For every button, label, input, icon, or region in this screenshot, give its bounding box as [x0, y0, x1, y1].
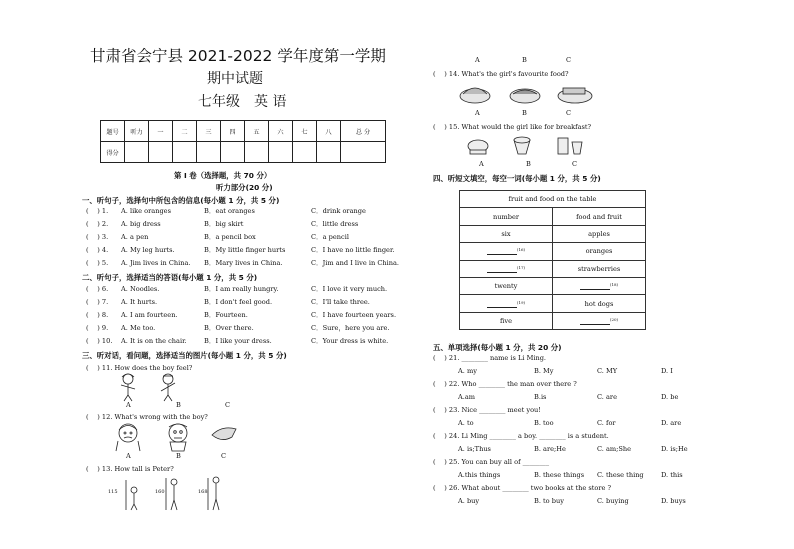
table-row: [460, 191, 646, 208]
table-cell: number: [460, 208, 553, 225]
doc-title: 甘肃省会宁县 2021-2022 学年度第一学期: [90, 47, 386, 65]
table-cell[interactable]: [460, 260, 553, 277]
table-row: [460, 208, 646, 225]
option-label[interactable]: B: [522, 56, 527, 64]
question-stem[interactable]: ( ) 26. What about ________ two books at the store ?: [433, 484, 612, 492]
option-c[interactable]: C．I have no little finger.: [311, 246, 395, 254]
option-a[interactable]: A. like oranges: [121, 207, 171, 215]
score-cell: 六: [269, 121, 293, 142]
option-a[interactable]: A. my: [458, 367, 477, 375]
option-c[interactable]: C. am;She: [597, 445, 632, 453]
section4-title: 四、听短文填空，每空一词(每小题 1 分，共 5 分): [433, 174, 601, 183]
score-cell[interactable]: [245, 142, 269, 163]
option-label[interactable]: C: [566, 109, 572, 117]
score-cell: 四: [221, 121, 245, 142]
blank-number: (18): [609, 282, 619, 288]
favourite-food-pictures: [455, 80, 605, 108]
doc-subtitle: 期中试题: [207, 71, 263, 87]
boy-feeling-pictures: [118, 373, 218, 401]
question-number[interactable]: ( ) 6.: [86, 285, 109, 293]
table-cell: hot dogs: [553, 295, 646, 312]
question-stem[interactable]: ( ) 24. Li Ming ________ a boy. ________ is a student.: [433, 432, 609, 440]
question-number[interactable]: ( ) 8.: [86, 311, 109, 319]
option-b[interactable]: B．big skirt: [204, 220, 244, 228]
question-number[interactable]: ( ) 5.: [86, 259, 109, 267]
table-cell: twenty: [460, 277, 553, 294]
option-b[interactable]: B. these things: [534, 471, 585, 479]
blank-number: (19): [516, 299, 526, 305]
question-13[interactable]: ( ) 13. How tall is Peter?: [86, 465, 174, 473]
score-cell[interactable]: [149, 142, 173, 163]
question-stem[interactable]: ( ) 23. Nice ________ meet you!: [433, 406, 541, 414]
option-d[interactable]: D. be: [661, 393, 679, 401]
option-a[interactable]: A. My leg hurts.: [121, 246, 175, 254]
option-b[interactable]: B. too: [534, 419, 554, 427]
part1-title: 第 I 卷（选择题，共 70 分）: [174, 171, 272, 180]
option-a[interactable]: A. I am fourteen.: [121, 311, 178, 319]
question-11[interactable]: ( ) 11. How does the boy feel?: [86, 364, 193, 372]
option-label[interactable]: C: [572, 160, 578, 168]
section1-title: 一、听句子，选择句中所包含的信息(每小题 1 分，共 5 分): [82, 196, 280, 205]
option-c[interactable]: C. are: [597, 393, 617, 401]
question-15[interactable]: ( ) 15. What would the girl like for breakfast?: [433, 123, 592, 131]
score-table-header-row: [101, 121, 386, 142]
question-number[interactable]: ( ) 9.: [86, 324, 109, 332]
answer-blank[interactable]: [580, 282, 610, 290]
option-a[interactable]: A. buy: [458, 497, 480, 505]
option-a[interactable]: A. It hurts.: [121, 298, 158, 306]
score-cell: 八: [317, 121, 341, 142]
score-cell[interactable]: [125, 142, 149, 163]
option-b[interactable]: B．My little finger hurts: [204, 246, 286, 254]
section2-title: 二、听句子，选择适当的答语(每小题 1 分，共 5 分): [82, 273, 258, 282]
table-cell[interactable]: [553, 277, 646, 294]
table-cell[interactable]: [460, 295, 553, 312]
option-b[interactable]: B．Fourteen.: [204, 311, 248, 319]
question-12[interactable]: ( ) 12. What's wrong with the boy?: [86, 413, 208, 421]
picture-b: [169, 424, 187, 451]
score-cell: 听力: [125, 121, 149, 142]
option-label[interactable]: A: [479, 160, 484, 168]
question-number[interactable]: ( ) 7.: [86, 298, 109, 306]
table-cell: apples: [553, 225, 646, 242]
option-d[interactable]: D. buys: [661, 497, 686, 505]
option-b[interactable]: B．eat oranges: [204, 207, 255, 215]
score-cell[interactable]: [173, 142, 197, 163]
question-14[interactable]: ( ) 14. What's the girl's favourite food?: [433, 70, 569, 78]
option-c[interactable]: C．Your dress is white.: [311, 337, 389, 345]
score-cell: 得分: [101, 142, 125, 163]
option-d[interactable]: D. is;He: [661, 445, 688, 453]
option-label[interactable]: C: [566, 56, 572, 64]
option-b[interactable]: B．Mary lives in China.: [204, 259, 283, 267]
option-c[interactable]: C．I'll take three.: [311, 298, 370, 306]
option-b[interactable]: B. are;He: [534, 445, 566, 453]
option-b[interactable]: B．I like your dress.: [204, 337, 272, 345]
score-table-score-row: [101, 142, 386, 163]
option-b[interactable]: B. to buy: [534, 497, 564, 505]
option-c[interactable]: C. for: [597, 419, 616, 427]
score-cell: 一: [149, 121, 173, 142]
blank-number: (16): [516, 247, 526, 253]
table-row: [460, 312, 646, 329]
score-table: [100, 120, 386, 163]
option-label[interactable]: B: [526, 160, 531, 168]
option-a[interactable]: A. big dress: [121, 220, 161, 228]
option-label[interactable]: A: [126, 401, 131, 409]
option-label[interactable]: A: [475, 109, 480, 117]
option-label[interactable]: B: [176, 452, 181, 460]
option-a[interactable]: A. a pen: [121, 233, 149, 241]
boy-picture-b: [161, 374, 175, 401]
peter-height-figures: [118, 476, 228, 510]
option-b[interactable]: B．Over there.: [204, 324, 254, 332]
blank-number: (17): [516, 264, 526, 270]
score-cell: 七: [293, 121, 317, 142]
answer-blank[interactable]: [487, 247, 517, 255]
question-number[interactable]: ( ) 2.: [86, 220, 109, 228]
table-cell: six: [460, 225, 553, 242]
fruit-food-table: [459, 190, 646, 330]
option-label[interactable]: A: [475, 56, 480, 64]
option-c[interactable]: C．Jim and I live in China.: [311, 259, 400, 267]
option-b[interactable]: B．a pencil box: [204, 233, 256, 241]
section5-title: 五、单项选择(每小题 1 分，共 20 分): [433, 343, 562, 352]
table-row: [460, 243, 646, 260]
question-stem[interactable]: ( ) 22. Who ________ the man over there ?: [433, 380, 577, 388]
option-c[interactable]: C. buying: [597, 497, 629, 505]
option-c[interactable]: C．I love it very much.: [311, 285, 388, 293]
option-label[interactable]: B: [176, 401, 181, 409]
option-label[interactable]: C: [225, 401, 231, 409]
option-label[interactable]: A: [126, 452, 131, 460]
table-cell: oranges: [553, 243, 646, 260]
score-cell[interactable]: [317, 142, 341, 163]
section3-title: 三、听对话，看问题，选择适当的图片(每小题 1 分，共 5 分): [82, 351, 287, 360]
option-b[interactable]: B．I am really hungry.: [204, 285, 279, 293]
table-cell[interactable]: [553, 312, 646, 329]
option-c[interactable]: C．drink orange: [311, 207, 366, 215]
height-label: 115: [108, 489, 118, 495]
option-label[interactable]: C: [221, 452, 227, 460]
table-cell: five: [460, 312, 553, 329]
listening-subtitle: 听力部分(20 分): [216, 183, 273, 192]
option-a[interactable]: A. Jim lives in China.: [121, 259, 191, 267]
boy-picture-a: [121, 374, 135, 401]
option-d[interactable]: D. I: [661, 367, 673, 375]
score-cell: 三: [197, 121, 221, 142]
option-a[interactable]: A. Me too.: [121, 324, 156, 332]
option-a[interactable]: A. Noodles.: [121, 285, 160, 293]
score-cell: 五: [245, 121, 269, 142]
answer-blank[interactable]: [580, 317, 610, 325]
picture-a: [116, 424, 140, 451]
height-label: 160: [155, 489, 165, 495]
option-c[interactable]: C．Sure，here you are.: [311, 324, 390, 332]
score-cell[interactable]: [293, 142, 317, 163]
blank-number: (20): [609, 316, 619, 322]
score-cell[interactable]: [197, 142, 221, 163]
question-number[interactable]: ( ) 4.: [86, 246, 109, 254]
table-row: [460, 295, 646, 312]
height-label: 168: [198, 489, 208, 495]
score-cell: 题号: [101, 121, 125, 142]
score-cell: 总 分: [341, 121, 386, 142]
option-b[interactable]: B．I don't feel good.: [204, 298, 273, 306]
doc-grade-subject: 七年级 英 语: [198, 94, 287, 110]
option-c[interactable]: C．a pencil: [311, 233, 349, 241]
answer-blank[interactable]: [487, 300, 517, 308]
option-c[interactable]: C．I have fourteen years.: [311, 311, 397, 319]
option-b[interactable]: B. My: [534, 367, 554, 375]
question-number[interactable]: ( ) 10.: [86, 337, 113, 345]
table-cell: strawberries: [553, 260, 646, 277]
option-d[interactable]: D. this: [661, 471, 683, 479]
option-c[interactable]: C. these thing: [597, 471, 644, 479]
breakfast-pictures: [460, 132, 590, 160]
option-a[interactable]: A.am: [458, 393, 476, 401]
table-row: [460, 277, 646, 294]
option-a[interactable]: A. is;Thus: [458, 445, 491, 453]
option-c[interactable]: C．little dress: [311, 220, 359, 228]
question-stem[interactable]: ( ) 25. You can buy all of ________: [433, 458, 549, 466]
table-caption-cell: fruit and food on the table: [460, 191, 646, 208]
score-cell[interactable]: [269, 142, 293, 163]
score-cell: 二: [173, 121, 197, 142]
option-d[interactable]: D. are: [661, 419, 682, 427]
score-cell[interactable]: [341, 142, 386, 163]
wrong-with-boy-pictures: [112, 421, 242, 451]
option-label[interactable]: B: [522, 109, 527, 117]
option-b[interactable]: B.is: [534, 393, 547, 401]
question-number[interactable]: ( ) 3.: [86, 233, 109, 241]
table-row: [460, 260, 646, 277]
option-a[interactable]: A.this things: [458, 471, 501, 479]
answer-blank[interactable]: [487, 265, 517, 273]
table-cell: food and fruit: [553, 208, 646, 225]
option-c[interactable]: C. MY: [597, 367, 618, 375]
picture-c: [212, 428, 236, 440]
option-a[interactable]: A. It is on the chair.: [121, 337, 187, 345]
question-stem[interactable]: ( ) 21. ________ name is Li Ming.: [433, 354, 547, 362]
table-row: [460, 225, 646, 242]
option-a[interactable]: A. to: [458, 419, 474, 427]
score-cell[interactable]: [221, 142, 245, 163]
question-number[interactable]: ( ) 1.: [86, 207, 109, 215]
table-cell[interactable]: [460, 243, 553, 260]
